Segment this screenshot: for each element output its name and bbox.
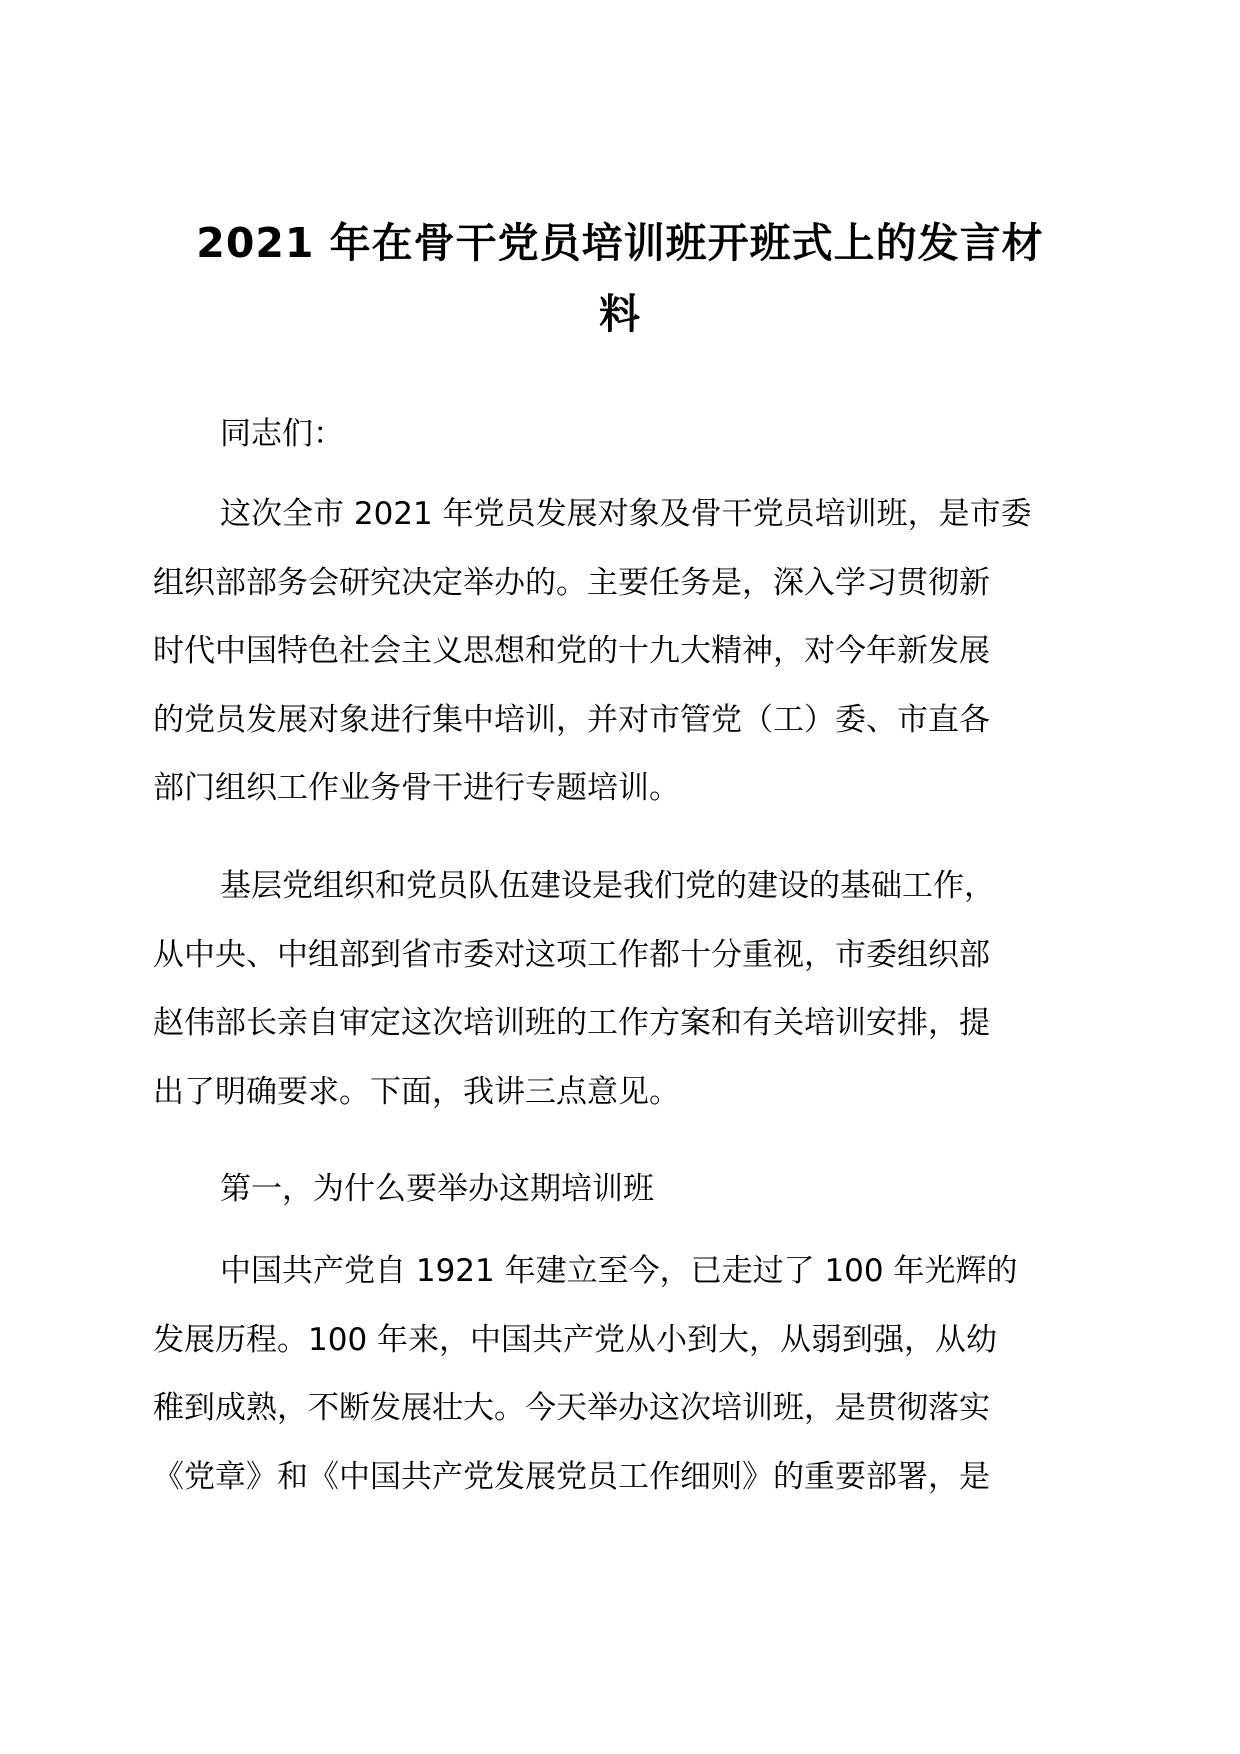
paragraph-line: 这次全市 2021 年党员发展对象及骨干党员培训班，是市委 (220, 496, 1032, 532)
paragraph-line: 出了明确要求。下面，我讲三点意见。 (153, 1073, 680, 1110)
paragraph-line: 组织部部务会研究决定举办的。主要任务是，深入学习贯彻新 (153, 564, 990, 601)
body-paragraph (153, 1237, 1088, 1511)
body-paragraph (153, 480, 1088, 823)
paragraph-line: 的党员发展对象进行集中培训，并对市管党（工）委、市直各 (153, 701, 990, 738)
body-paragraph (153, 852, 1088, 1126)
paragraph-line: 《党章》和《中国共产党发展党员工作细则》的重要部署，是 (153, 1458, 990, 1495)
paragraph-line: 基层党组织和党员队伍建设是我们党的建设的基础工作， (220, 868, 995, 904)
salutation-paragraph (153, 400, 1088, 469)
paragraph-line: 部门组织工作业务骨干进行专题培训。 (153, 770, 680, 806)
paragraph-line: 从中央、中组部到省市委对这项工作都十分重视，市委组织部 (153, 936, 990, 973)
paragraph-line: 同志们： (220, 416, 344, 452)
section-heading (153, 1155, 1088, 1224)
title-line: 2021 年在骨干党员培训班开班式上的发言材 (196, 219, 1044, 267)
title-line: 料 (599, 290, 641, 338)
paragraph-line: 稚到成熟，不断发展壮大。今天举办这次培训班，是贯彻落实 (153, 1390, 990, 1426)
document-title (150, 208, 1090, 350)
paragraph-line: 发展历程。100 年来，中国共产党从小到大，从弱到强，从幼 (153, 1321, 998, 1358)
paragraph-line: 时代中国特色社会主义思想和党的十九大精神，对今年新发展 (153, 633, 990, 669)
paragraph-line: 第一，为什么要举办这期培训班 (220, 1171, 654, 1207)
paragraph-line: 中国共产党自 1921 年建立至今，已走过了 100 年光辉的 (220, 1253, 1018, 1289)
paragraph-line: 赵伟部长亲自审定这次培训班的工作方案和有关培训安排，提 (153, 1005, 990, 1041)
